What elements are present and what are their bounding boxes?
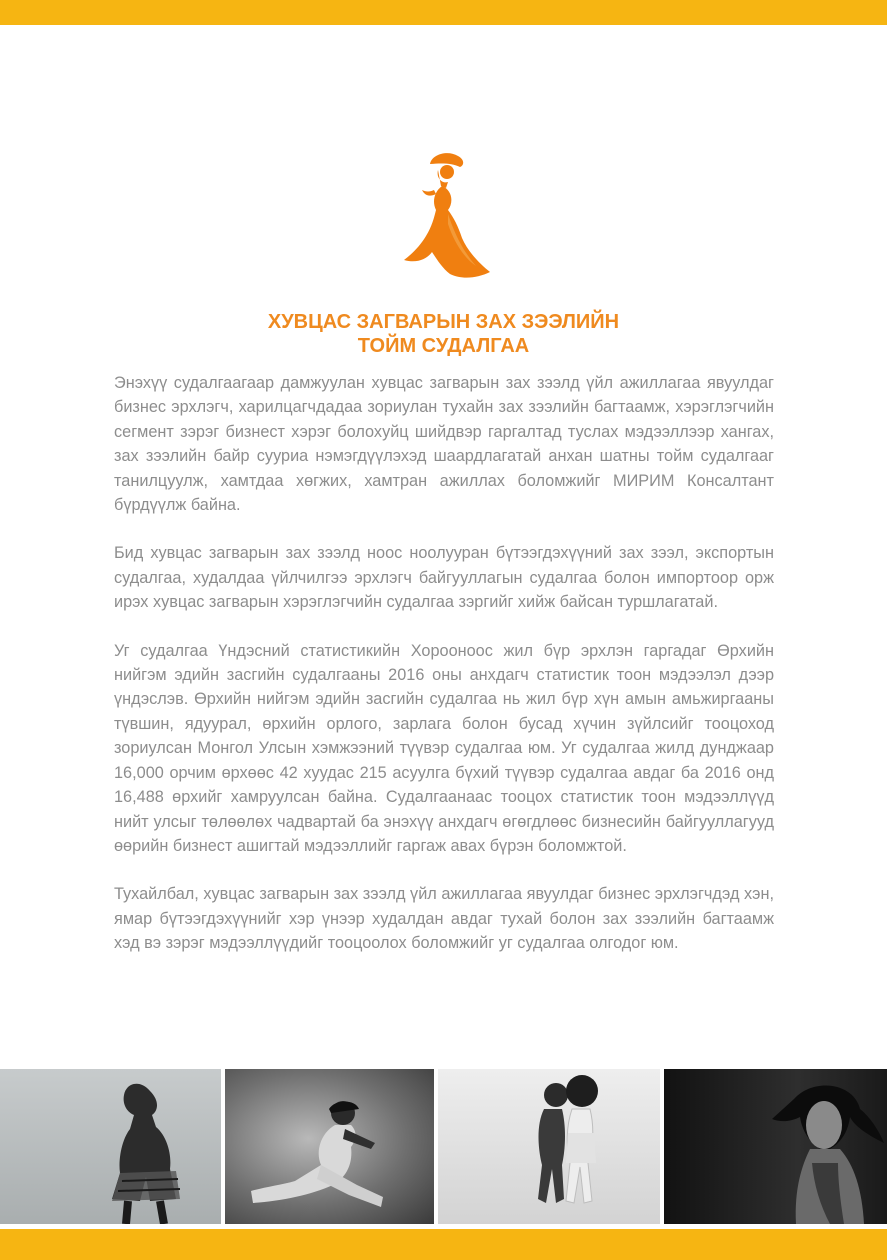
top-accent-bar (0, 0, 887, 25)
bottom-accent-bar (0, 1229, 887, 1260)
two-models-photo (438, 1069, 660, 1224)
model-plaid-skirt-photo (0, 1069, 221, 1224)
title-line-2: ТОЙМ СУДАЛГАА (357, 335, 530, 357)
paragraph-experience: Бид хувцас загварын зах зээлд ноос ноолууран бүтээгдэхүүний зах зээл, экспортын судалгаа, худалдаа үйлчилгээ эрхлэгч байгууллагын судалгаа болон импортоор орж ирэх хувцас загварын хэрэглэгчийн судалгаа зэргийг хийж байсан туршлагатай. (114, 544, 774, 612)
paragraph-conclusion: Тухайлбал, хувцас загварын зах зээлд үйл ажиллагаа явуулдаг бизнес эрхлэгчдэд хэн, ямар бүтээгдэхүүнийг хэр үнээр худалдан авдаг тухай болон зах зээлийн багтаамж хэд вэ зэрэг мэдээллүүдийг тооцоолох боломжийг уг судалгаа олгодог юм. (114, 885, 774, 953)
paragraph-methodology: Уг судалгаа Үндэсний статистикийн Хорооноос жил бүр эрхлэн гаргадаг Өрхийн нийгэм эдийн засгийн судалгааны 2016 оны анхдагч статистик тоон мэдээлэл дээр үндэслэв. Өрхийн нийгэм эдийн засгийн судалгаа нь жил бүр хүн амын амьжиргааны түвшин, ядуурал, өрхийн орлого, зарлага болон бусад хүчин зүйлсийг тооцоход зориулсан Монгол Улсын хэмжээний түүвэр судалгаа юм. Уг судалгаа жилд дунджаар 16,000 орчим өрхөөс 42 хуудас 215 асуулга бүхий түүвэр судалгаа авдаг ба 2016 онд 16,488 өрхийг хамруулсан байна. Судалгаанаас тооцох статистик тоон мэдээллүүд нийт улсыг төлөөлөх чадвартай ба энэхүү анхдагч өгөгдлөөс бизнесийн байгууллагууд өөрийн бизнест ашигтай мэдээллийг гаргаж авах бүрэн боломжтой. (114, 641, 774, 855)
woman-portrait-photo (664, 1069, 887, 1224)
title-line-1: ХУВЦАС ЗАГВАРЫН ЗАХ ЗЭЭЛИЙН (267, 311, 620, 333)
fashion-woman-silhouette-icon (392, 148, 496, 282)
photo-strip (0, 1069, 887, 1224)
paragraph-intro: Энэхүү судалгаагаар дамжуулан хувцас загварын зах зээлд үйл ажиллагаа явуулдаг бизнес эрхлэгч, харилцагчдадаа зориулан тухайн зах зээлийн багтаамж, хэрэглэгчийн сегмент зэрэг бизнест хэрэг болохуйц шийдвэр гаргалтад туслах мэдээллээр хангах, зах зээлийн байр сууриа нэмэгдүүлэхэд шаардлагатай анхан шатны тойм судалгааг танилцуулж, хамтдаа хөгжих, хамтран ажиллах боломжийг МИРИМ Консалтант бүрдүүлж байна. (114, 374, 774, 515)
dancer-posing-photo (225, 1069, 434, 1224)
body-text (114, 371, 774, 956)
page-title (0, 310, 887, 358)
